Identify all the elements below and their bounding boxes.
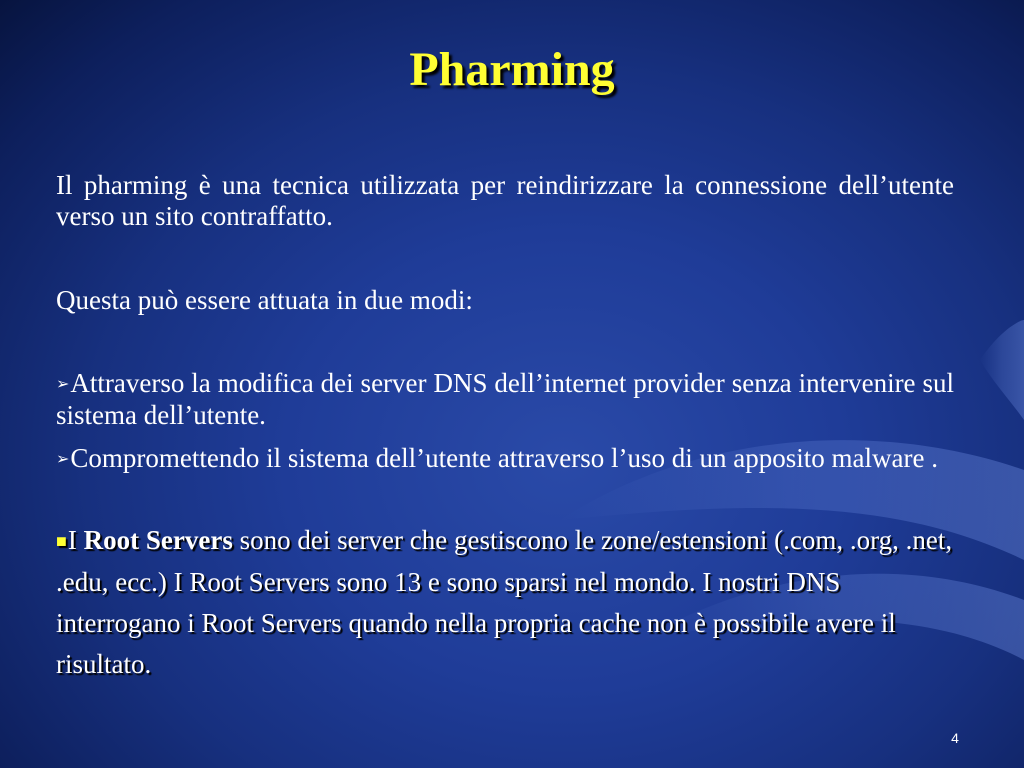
paragraph-definition: Il pharming è una tecnica utilizzata per reindirizzare la connessione dell’utente verso un sito contraffatto. — [56, 170, 954, 231]
bullet-list — [56, 368, 954, 475]
square-bullet-icon: ■ — [56, 531, 67, 551]
paragraph-modes: Questa può essere attuata in due modi: — [56, 285, 473, 315]
note-prefix: I — [67, 525, 77, 555]
note-text: sono dei server che gestiscono le zone/estensioni (.com, .org, .net, .edu, ecc.) I Root Servers sono 13 e sono sparsi nel mondo. I nostri DNS interrogano i Root Servers quando nella propria cache non è possibile avere il risultato. — [56, 525, 953, 679]
root-servers-note — [56, 520, 956, 685]
slide-title: Pharming — [409, 43, 615, 96]
bullet-text: Compromettendo il sistema dell’utente attraverso l’uso di un apposito malware . — [70, 443, 938, 473]
note-bold-term: Root Servers — [83, 525, 233, 555]
intro-paragraph — [56, 170, 954, 232]
arrow-bullet-icon: ➢ — [56, 376, 70, 393]
arrow-bullet-icon: ➢ — [56, 451, 70, 468]
page-number: 4 — [951, 730, 959, 746]
modes-paragraph — [56, 285, 954, 316]
list-item — [56, 368, 954, 431]
list-item — [56, 443, 954, 475]
bullet-text: Attraverso la modifica dei server DNS dell’internet provider senza intervenire sul sistema dell’utente. — [56, 368, 954, 430]
